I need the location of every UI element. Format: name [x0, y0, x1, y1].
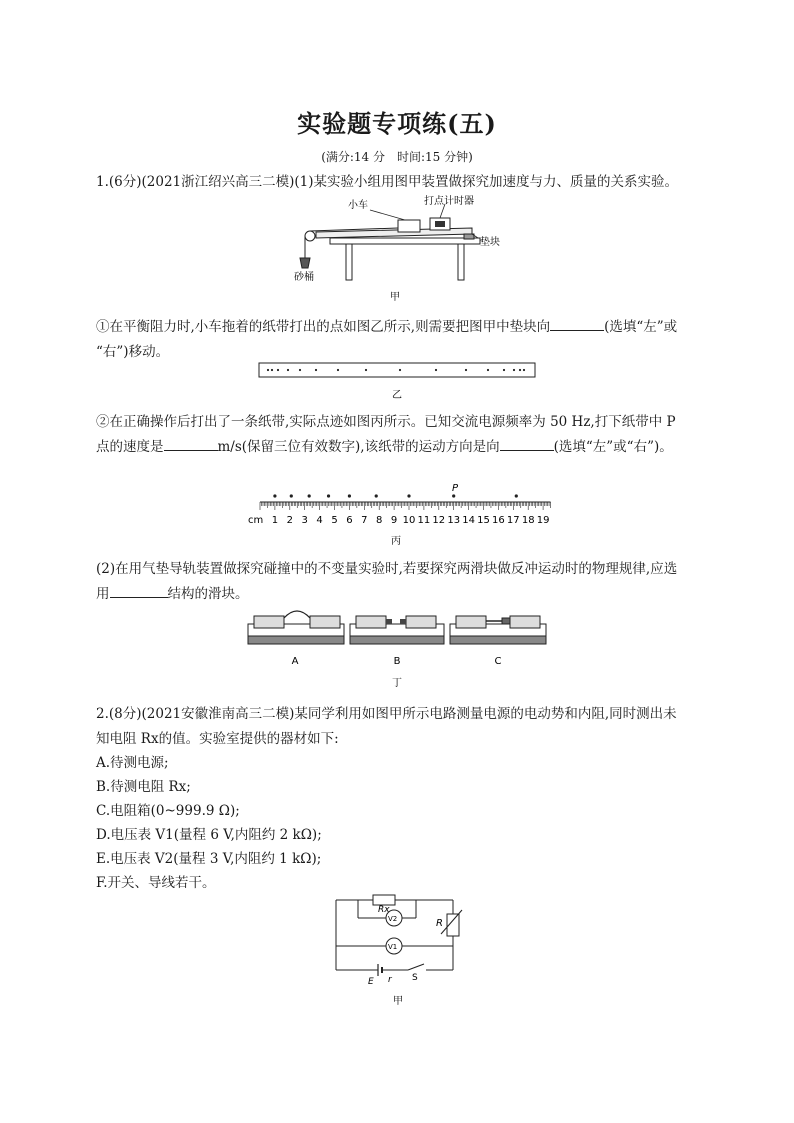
- label-pad: 垫块: [480, 237, 500, 248]
- ruler-tick-label: 7: [361, 515, 368, 526]
- ruler-tick-label: 9: [390, 515, 398, 526]
- page-title: 实验题专项练(五): [297, 109, 497, 138]
- ruler-unit: cm: [248, 515, 264, 526]
- caption-yi: 乙: [392, 390, 402, 401]
- table-top: [330, 238, 480, 244]
- answer-blank[interactable]: [110, 583, 168, 598]
- label-car: 小车: [348, 200, 368, 211]
- label-b: B: [393, 656, 401, 667]
- label-rx: Rx: [378, 905, 390, 915]
- point-p-label: P: [452, 483, 459, 494]
- label-c: C: [494, 656, 502, 667]
- table-leg: [458, 244, 464, 280]
- q1-part2-line2: 点的速度是 m/s(保留三位有效数字),该纸带的运动方向是向 (选填“左”或“右”)。: [96, 435, 673, 455]
- figure-tape-yi: [258, 362, 538, 404]
- ruler-tick-label: 19: [536, 515, 550, 526]
- q2-item-e: E.电压表 V2(量程 3 V,内阻约 1 kΩ);: [96, 851, 322, 867]
- answer-blank[interactable]: [500, 436, 554, 451]
- tape-dot: [327, 494, 330, 497]
- ruler-tick-label: 11: [417, 515, 431, 526]
- q2-item-d: D.电压表 V1(量程 6 V,内阻约 2 kΩ);: [96, 827, 322, 843]
- figure-circuit: [328, 888, 470, 1010]
- ruler-scale: [260, 502, 551, 526]
- ruler-tick-label: 15: [477, 515, 490, 526]
- label-timer: 打点计时器: [424, 196, 474, 207]
- label-internal-r: r: [388, 975, 392, 985]
- pulley-icon: [305, 231, 315, 241]
- ruler-tick-label: 14: [462, 515, 475, 526]
- ruler-tick-label: 2: [286, 515, 293, 526]
- q2-item-f: F.开关、导线若干。: [96, 875, 216, 891]
- q2-item-c: C.电阻箱(0~999.9 Ω);: [96, 803, 240, 819]
- label-a: A: [291, 656, 299, 667]
- ruler-tick-label: 12: [432, 515, 446, 526]
- label-switch: S: [412, 973, 418, 983]
- tape-dot: [407, 494, 410, 497]
- ruler-tick-label: 3: [301, 515, 308, 526]
- tape-dot: [273, 494, 276, 497]
- q2-item-a: A.待测电源;: [96, 755, 169, 771]
- slider-option-a: [248, 611, 344, 644]
- caption-ding: 丁: [392, 678, 402, 689]
- car-icon: [398, 220, 420, 232]
- label-emf: E: [368, 977, 374, 987]
- q1-part3-line1: (2)在用气垫导轨装置做探究碰撞中的不变量实验时,若要探究两滑块做反冲运动时的物理规律,应选: [96, 561, 678, 577]
- slider-option-b: [350, 616, 444, 644]
- figure-sliders-ding: [246, 606, 548, 688]
- q2-item-b: B.待测电阻 Rx;: [96, 779, 191, 795]
- figure-apparatus: [290, 192, 500, 304]
- bucket-icon: [300, 258, 310, 268]
- ruler-dots: [273, 494, 518, 497]
- table-leg: [346, 244, 352, 280]
- q1-part1-line2: “右”)移动。: [96, 344, 170, 360]
- tape-dot: [515, 494, 518, 497]
- ruler-tick-label: 4: [316, 515, 323, 526]
- label-v2: V2: [388, 915, 398, 923]
- q1-intro: 1.(6分)(2021浙江绍兴高三二模)(1)某实验小组用图甲装置做探究加速度与力、质量的关系实验。: [96, 174, 679, 190]
- caption-jia: 甲: [390, 292, 400, 303]
- tape-dot: [308, 494, 311, 497]
- ruler-tick-label: 18: [521, 515, 535, 526]
- label-bucket: 砂桶: [294, 272, 314, 283]
- timer-detail: [435, 221, 445, 227]
- figure-ruler-bing: [246, 480, 550, 548]
- caption-circuit: 甲: [393, 996, 403, 1007]
- switch-icon: [408, 964, 424, 970]
- ruler-tick-label: 5: [331, 515, 338, 526]
- label-r-box: R: [436, 918, 443, 929]
- tape-dot: [348, 494, 351, 497]
- q1-part2-line1: ②在正确操作后打出了一条纸带,实际点迹如图丙所示。已知交流电源频率为 50 Hz,打下纸带中 P: [96, 414, 676, 430]
- answer-blank[interactable]: [164, 436, 218, 451]
- q1-part3-line2: 用 结构的滑块。: [96, 582, 249, 602]
- tape-dot: [452, 494, 455, 497]
- slider-option-c: [450, 616, 546, 644]
- ruler-tick-label: 13: [447, 515, 461, 526]
- answer-blank[interactable]: [550, 316, 604, 331]
- q2-intro-line1: 2.(8分)(2021安徽淮南高三二模)某同学利用如图甲所示电路测量电源的电动势和内阻,同时测出未: [96, 706, 677, 722]
- caption-bing: 丙: [391, 536, 401, 547]
- ruler-tick-label: 17: [506, 515, 520, 526]
- ruler-tick-label: 10: [402, 515, 416, 526]
- ruler-tick-label: 8: [376, 515, 383, 526]
- q1-part1-line1: ①在平衡阻力时,小车拖着的纸带打出的点如图乙所示,则需要把图甲中垫块向 (选填“左”或: [96, 315, 677, 335]
- ruler-tick-label: 16: [492, 515, 505, 526]
- ruler-tick-label: 6: [346, 515, 353, 526]
- q2-intro-line2: 知电阻 Rx的值。实验室提供的器材如下:: [96, 731, 339, 747]
- tape-dot: [290, 494, 293, 497]
- tape-dot: [375, 494, 378, 497]
- page-subtitle: (满分:14 分 时间:15 分钟): [321, 150, 473, 164]
- label-v1: V1: [388, 943, 398, 951]
- ruler-tick-label: 1: [271, 515, 279, 526]
- resistor-rx-icon: [373, 895, 395, 905]
